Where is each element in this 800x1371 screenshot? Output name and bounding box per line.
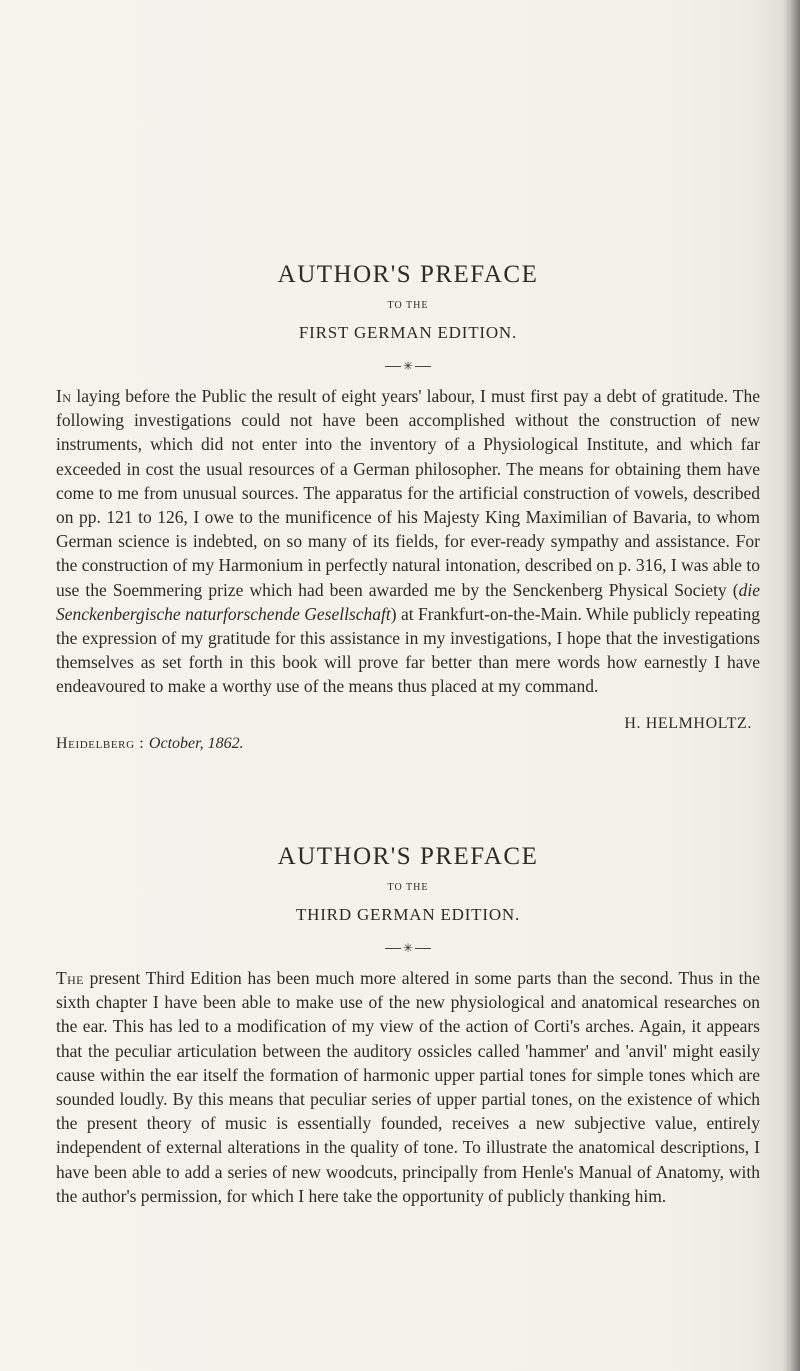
paragraph-text: present Third Edition has been much more altered in some parts than the second. Thus in the sixth chapter I have been able to make use of the new physiological and anatomical researches on the ear. This has led to a modification of my view of the action of Corti's arches. Again, it appears that the peculiar articulation between the auditory ossicles called 'hammer' and 'anvil' might easily cause within the ear itself the formation of harmonic upper partial tones for simple tones which are sounded loudly. By this means that peculiar series of upper partial tones, on the existence of which the present theory of music is essentially founded, receives a new subjective value, entirely independent of external alterations in the quality of tone. To illustrate the anatomical descriptions, I have been able to add a series of new woodcuts, principally from Henle's Manual of Anatomy, with the author's permission, for which I here take the opportunity of publicly thanking him. — [56, 968, 760, 1206]
preface-title: AUTHOR'S PREFACE — [277, 843, 539, 870]
paragraph-lead-word: In — [56, 386, 72, 407]
ornament-rule-left — [385, 366, 401, 367]
preface-edition-heading: THIRD GERMAN EDITION. — [295, 905, 521, 924]
asterism-icon: ✳ — [402, 359, 414, 374]
asterism-icon: ✳ — [402, 941, 414, 956]
preface-body-paragraph — [56, 384, 760, 699]
preface-subtitle-to-the: TO THE — [387, 882, 429, 893]
preface-subtitle-to-the: TO THE — [387, 300, 429, 311]
page-edge-shadow — [782, 0, 800, 1371]
preface-date: October, 1862. — [148, 735, 244, 753]
place-name: Heidelberg : — [56, 735, 149, 753]
section-ornament — [56, 940, 760, 954]
ornament-rule-right — [415, 948, 431, 949]
preface-body-paragraph — [56, 966, 760, 1208]
preface-title: AUTHOR'S PREFACE — [277, 261, 539, 288]
paragraph-lead-word: The — [56, 968, 84, 989]
preface-first-edition — [56, 262, 760, 752]
ornament-rule-left — [385, 948, 401, 949]
paragraph-italic-text: die Senckenbergische naturforschende Gesellschaft — [56, 579, 760, 624]
author-signature: H. HELMHOLTZ. — [624, 715, 752, 733]
paragraph-text: laying before the Public the result of eight years' labour, I must first pay a debt of gratitude. The following investigations could not have been accomplished without the construction of new instruments, which did not enter into the inventory of a Physiological Institute, and which far exceeded in cost the usual resources of a German philosopher. The means for obtaining them have come to me from unusual sources. The apparatus for the artificial construction of vowels, described on pp. 121 to 126, I owe to the munificence of his Majesty King Maximilian of Bavaria, to whom German science is indebted, on so many of its fields, for ever-ready sympathy and assistance. For the construction of my Harmonium in perfectly natural intonation, described on p. 316, I was able to use the Soemmering prize which had been awarded me by the Senckenberg Physical Society ( — [56, 386, 760, 600]
place-and-date — [56, 736, 760, 752]
preface-edition-heading: FIRST GERMAN EDITION. — [298, 323, 518, 342]
preface-third-edition — [56, 844, 760, 1226]
ornament-rule-right — [415, 366, 431, 367]
paragraph-text-continued: ) at Frankfurt-on-the-Main. While publicly repeating the expression of my gratitude for this assistance in my investigations, I hope that the investigations themselves as set forth in this book will prove far better than mere words how earnestly I have endeavoured to make a worthy use of the means thus placed at my command. — [56, 603, 760, 697]
section-ornament — [56, 358, 760, 372]
